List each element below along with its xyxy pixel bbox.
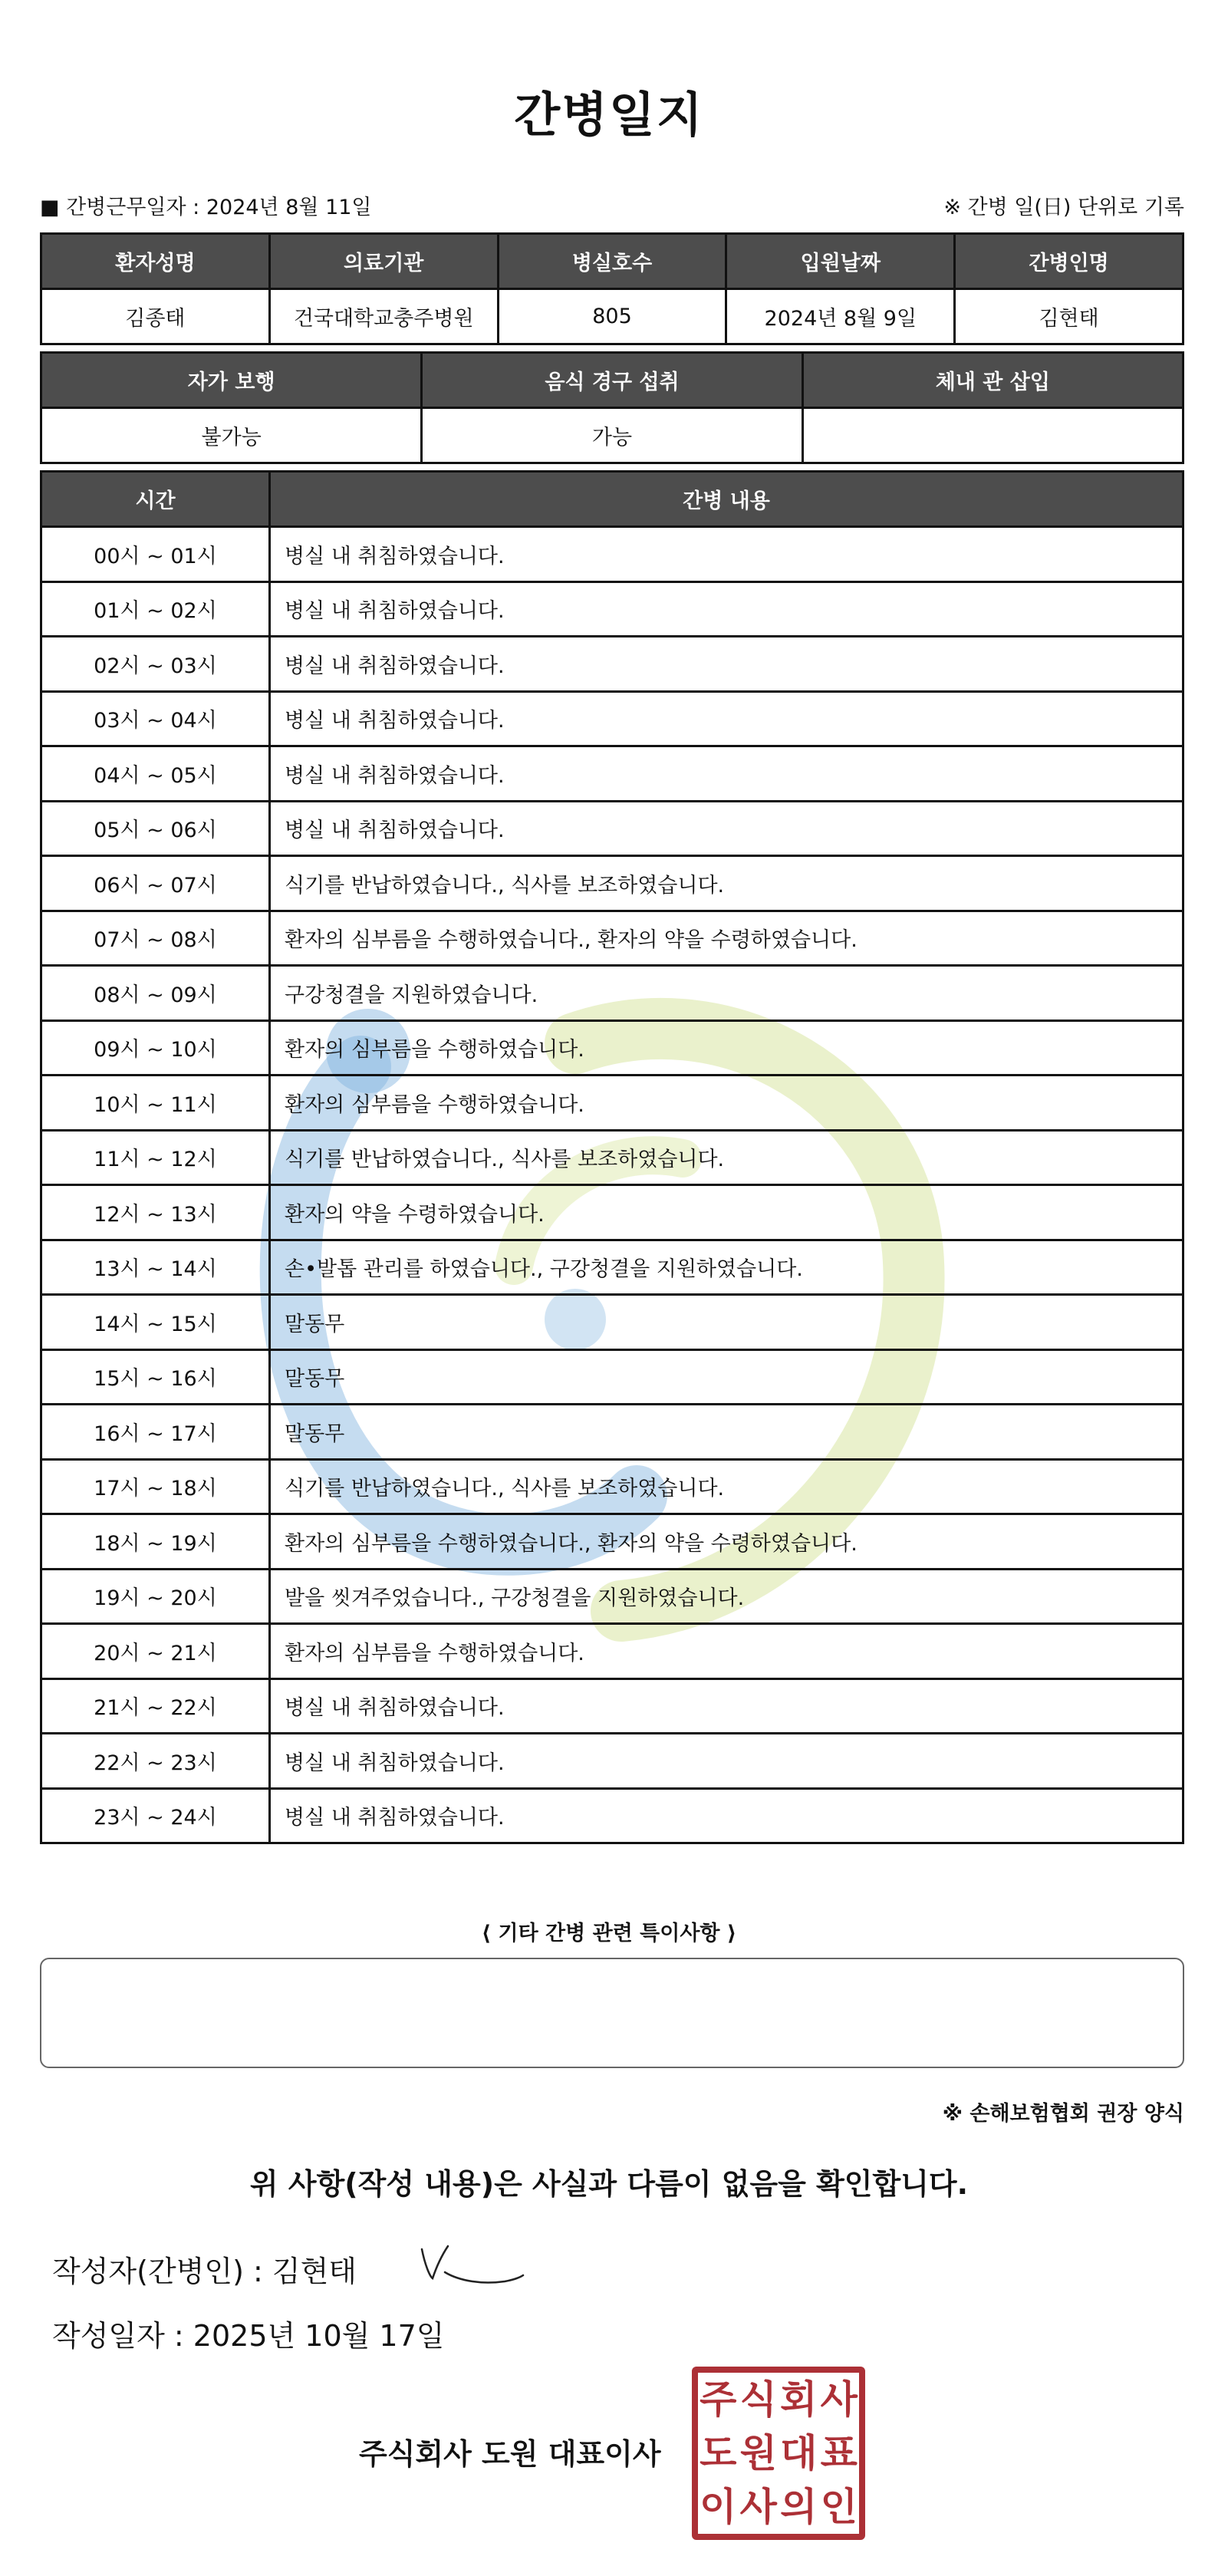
log-time: 08시 ~ 09시 (41, 966, 270, 1021)
log-row (41, 1295, 1183, 1350)
unit-note: ※ 간병 일(日) 단위로 기록 (943, 196, 1184, 219)
log-row (41, 1076, 1183, 1131)
log-time: 14시 ~ 15시 (41, 1295, 270, 1350)
care-log-table (40, 470, 1184, 1844)
log-time: 06시 ~ 07시 (41, 856, 270, 911)
log-time: 16시 ~ 17시 (41, 1405, 270, 1460)
log-row (41, 746, 1183, 802)
admission-date: 2024년 8월 9일 (726, 289, 955, 344)
tube-status (802, 408, 1183, 463)
remarks-box (40, 1958, 1184, 2068)
remarks-title: ⟨ 기타 간병 관련 특이사항 ⟩ (481, 1922, 737, 1945)
log-time: 12시 ~ 13시 (41, 1185, 270, 1240)
patient-status-table (40, 351, 1184, 464)
log-content: 식기를 반납하였습니다., 식사를 보조하였습니다. (270, 1459, 1183, 1514)
log-content: 병실 내 취침하였습니다. (270, 1678, 1183, 1734)
log-time: 02시 ~ 03시 (41, 637, 270, 692)
log-header-row (41, 472, 1183, 527)
room-number: 805 (498, 289, 726, 344)
log-time: 13시 ~ 14시 (41, 1240, 270, 1295)
log-time: 15시 ~ 16시 (41, 1349, 270, 1405)
log-content: 병실 내 취침하였습니다. (270, 1788, 1183, 1843)
seal-char: 도 (700, 2431, 737, 2476)
log-time: 09시 ~ 10시 (41, 1020, 270, 1076)
log-time: 00시 ~ 01시 (41, 527, 270, 582)
confirmation-statement: 위 사항(작성 내용)은 사실과 다름이 없음을 확인합니다. (249, 2167, 969, 2201)
log-row (41, 527, 1183, 582)
header-time: 시간 (41, 472, 270, 527)
log-content: 병실 내 취침하였습니다. (270, 1734, 1183, 1789)
log-row (41, 1185, 1183, 1240)
log-content: 식기를 반납하였습니다., 식사를 보조하였습니다. (270, 856, 1183, 911)
log-content: 말동무 (270, 1349, 1183, 1405)
written-date-line: 작성일자 : 2025년 10월 17일 (52, 2319, 445, 2353)
status-header-row (41, 353, 1183, 408)
log-time: 11시 ~ 12시 (41, 1130, 270, 1185)
log-time: 22시 ~ 23시 (41, 1734, 270, 1789)
log-time: 10시 ~ 11시 (41, 1076, 270, 1131)
status-value-row (41, 408, 1183, 463)
seal-char: 사 (820, 2377, 858, 2422)
log-content: 식기를 반납하였습니다., 식사를 보조하였습니다. (270, 1130, 1183, 1185)
log-content: 병실 내 취침하였습니다. (270, 527, 1183, 582)
header-admission-date: 입원날짜 (726, 234, 955, 289)
log-content: 환자의 약을 수령하였습니다. (270, 1185, 1183, 1240)
log-content: 병실 내 취침하였습니다. (270, 581, 1183, 637)
seal-char: 이 (700, 2485, 737, 2529)
log-row (41, 1405, 1183, 1460)
log-row (41, 581, 1183, 637)
log-content: 환자의 심부름을 수행하였습니다. (270, 1624, 1183, 1679)
log-time: 07시 ~ 08시 (41, 911, 270, 966)
seal-char: 사 (739, 2485, 777, 2529)
log-row (41, 1569, 1183, 1624)
log-content: 말동무 (270, 1405, 1183, 1460)
header-hospital: 의료기관 (269, 234, 498, 289)
seal-char: 주 (700, 2377, 737, 2422)
document-title: 간병일지 (514, 87, 704, 143)
handwritten-signature (414, 2234, 529, 2295)
log-row (41, 1349, 1183, 1405)
log-content: 환자의 심부름을 수행하였습니다. (270, 1076, 1183, 1131)
log-time: 05시 ~ 06시 (41, 801, 270, 856)
log-row (41, 1130, 1183, 1185)
log-time: 20시 ~ 21시 (41, 1624, 270, 1679)
info-value-row (41, 289, 1183, 344)
log-content: 병실 내 취침하였습니다. (270, 691, 1183, 746)
log-time: 03시 ~ 04시 (41, 691, 270, 746)
log-row (41, 1734, 1183, 1789)
info-header-row (41, 234, 1183, 289)
log-content: 환자의 심부름을 수행하였습니다. (270, 1020, 1183, 1076)
log-row (41, 911, 1183, 966)
log-content: 말동무 (270, 1295, 1183, 1350)
seal-char: 인 (820, 2485, 858, 2529)
log-content: 환자의 심부름을 수행하였습니다., 환자의 약을 수령하였습니다. (270, 1514, 1183, 1570)
log-time: 17시 ~ 18시 (41, 1459, 270, 1514)
seal-char: 식 (739, 2377, 777, 2422)
hospital: 건국대학교충주병원 (269, 289, 498, 344)
log-body (41, 527, 1183, 1843)
seal-char: 표 (820, 2431, 858, 2476)
log-row (41, 801, 1183, 856)
writer-line: 작성자(간병인) : 김현태 (52, 2255, 357, 2288)
log-content: 손•발톱 관리를 하였습니다., 구강청결을 지원하였습니다. (270, 1240, 1183, 1295)
log-time: 21시 ~ 22시 (41, 1678, 270, 1734)
walking-status: 불가능 (41, 408, 422, 463)
log-row (41, 637, 1183, 692)
company-seal-stamp (692, 2367, 865, 2540)
seal-char: 대 (780, 2431, 818, 2476)
header-oral-intake: 음식 경구 섭취 (422, 353, 802, 408)
log-content: 환자의 심부름을 수행하였습니다., 환자의 약을 수령하였습니다. (270, 911, 1183, 966)
seal-char: 회 (780, 2377, 818, 2422)
log-row (41, 1678, 1183, 1734)
log-content: 병실 내 취침하였습니다. (270, 637, 1183, 692)
log-time: 01시 ~ 02시 (41, 581, 270, 637)
association-note: ※ 손해보험협회 권장 양식 (942, 2102, 1184, 2126)
log-time: 19시 ~ 20시 (41, 1569, 270, 1624)
oral-intake-status: 가능 (422, 408, 802, 463)
company-line: 주식회사 도원 대표이사 (359, 2437, 661, 2471)
log-time: 04시 ~ 05시 (41, 746, 270, 802)
log-row (41, 1624, 1183, 1679)
log-row (41, 691, 1183, 746)
patient-name: 김종태 (41, 289, 270, 344)
log-time: 18시 ~ 19시 (41, 1514, 270, 1570)
log-content: 병실 내 취침하였습니다. (270, 746, 1183, 802)
header-patient-name: 환자성명 (41, 234, 270, 289)
log-row (41, 856, 1183, 911)
log-row (41, 1788, 1183, 1843)
log-row (41, 1020, 1183, 1076)
log-row (41, 966, 1183, 1021)
header-care-content: 간병 내용 (270, 472, 1183, 527)
log-row (41, 1514, 1183, 1570)
patient-info-table (40, 232, 1184, 345)
header-tube: 체내 관 삽입 (802, 353, 1183, 408)
work-date: ■ 간병근무일자 : 2024년 8월 11일 (40, 196, 372, 219)
log-content: 구강청결을 지원하였습니다. (270, 966, 1183, 1021)
header-walking: 자가 보행 (41, 353, 422, 408)
log-row (41, 1459, 1183, 1514)
log-row (41, 1240, 1183, 1295)
log-time: 23시 ~ 24시 (41, 1788, 270, 1843)
log-content: 발을 씻겨주었습니다., 구강청결을 지원하였습니다. (270, 1569, 1183, 1624)
seal-char: 원 (739, 2431, 777, 2476)
log-content: 병실 내 취침하였습니다. (270, 801, 1183, 856)
seal-char: 의 (780, 2485, 818, 2529)
header-caregiver-name: 간병인명 (955, 234, 1183, 289)
caregiver-name: 김현태 (955, 289, 1183, 344)
header-room: 병실호수 (498, 234, 726, 289)
